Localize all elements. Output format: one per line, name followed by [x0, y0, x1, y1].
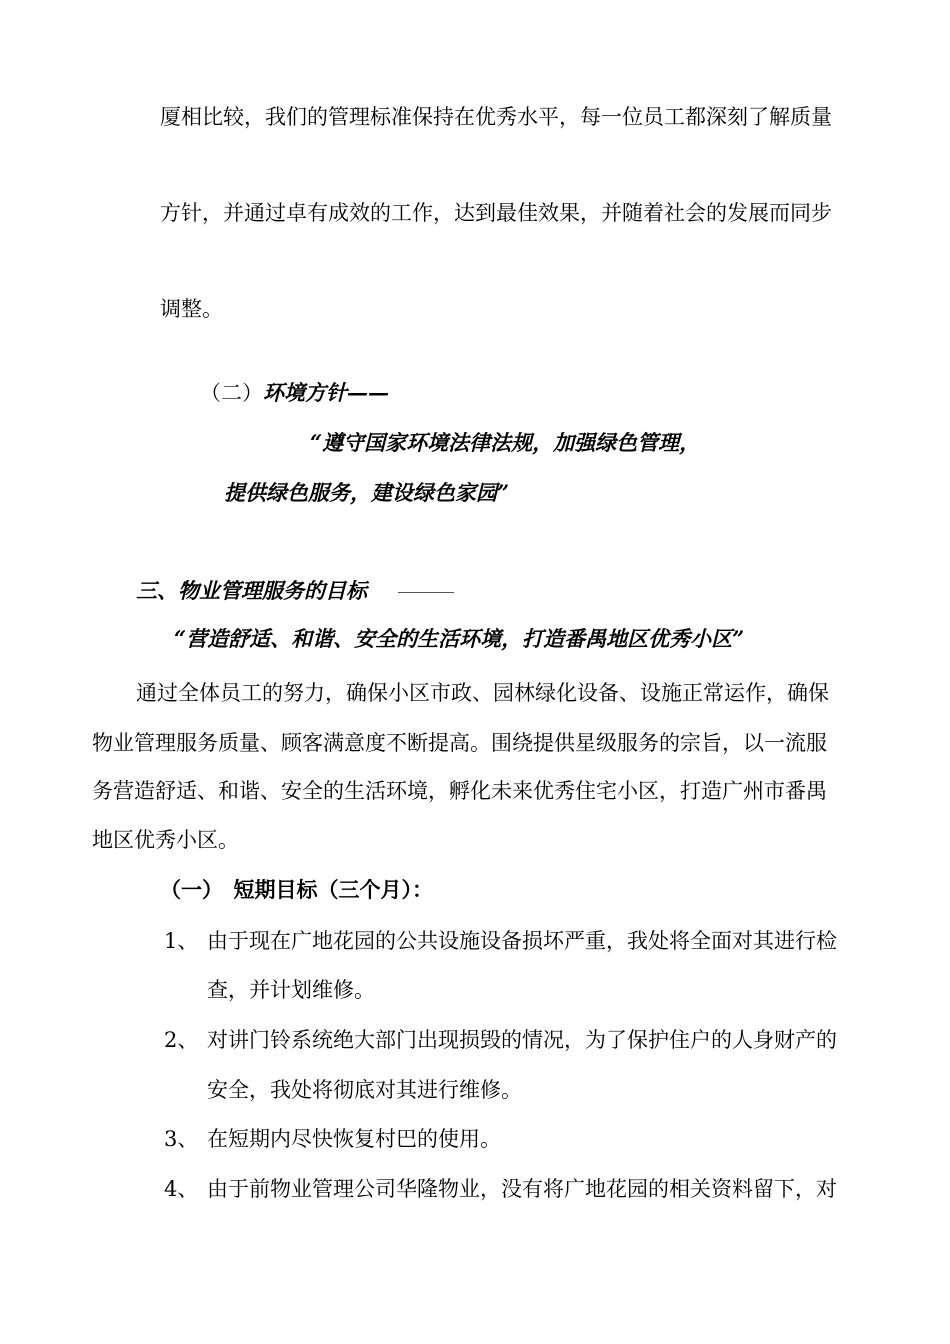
- environment-slogan-line-1: “遵守国家环境法律法规，加强绿色管理，: [310, 430, 701, 455]
- environment-heading: [200, 378, 389, 408]
- list-item-number: 4、: [164, 1177, 199, 1201]
- environment-slogan-line-2: 提供绿色服务，建设绿色家园”: [224, 480, 510, 505]
- list-item-text-continued: 安全，我处将彻底对其进行维修。: [207, 1078, 522, 1102]
- list-item-number: 3、: [164, 1127, 199, 1151]
- intro-line-3: 调整。: [160, 297, 223, 321]
- goal-slogan: “营造舒适、和谐、安全的生活环境，打造番禺地区优秀小区”: [174, 626, 745, 651]
- list-item-number: 2、: [164, 1028, 199, 1052]
- list-item-text: 由于前物业管理公司华隆物业，没有将广地花园的相关资料留下，对: [207, 1177, 837, 1201]
- intro-line-1: 厦相比较，我们的管理标准保持在优秀水平，每一位员工都深刻了解质量: [160, 105, 832, 129]
- list-item-number: 1、: [164, 929, 199, 953]
- intro-line-2: 方针，并通过卓有成效的工作，达到最佳效果，并随着社会的发展而同步: [160, 201, 832, 225]
- goal-heading-rule: [398, 592, 454, 593]
- list-item-text: 对讲门铃系统绝大部门出现损毁的情况，为了保护住户的人身财产的: [207, 1028, 837, 1052]
- list-item-text: 由于现在广地花园的公共设施设备损坏严重，我处将全面对其进行检: [207, 929, 837, 953]
- goal-paragraph-line-1: 通过全体员工的努力，确保小区市政、园林绿化设备、设施正常运作，确保: [136, 681, 829, 705]
- goal-paragraph-line-3: 务营造舒适、和谐、安全的生活环境，孵化未来优秀住宅小区，打造广州市番禺: [92, 779, 827, 803]
- environment-title: 环境方针——: [263, 380, 389, 405]
- goal-heading: 三、物业管理服务的目标: [136, 578, 367, 603]
- list-item-text: 在短期内尽快恢复村巴的使用。: [207, 1127, 501, 1151]
- goal-paragraph-line-2: 物业管理服务质量、顾客满意度不断提高。围绕提供星级服务的宗旨，以一流服: [92, 731, 827, 755]
- list-item-text-continued: 查，并计划维修。: [207, 978, 375, 1002]
- environment-prefix: （二）: [200, 381, 263, 405]
- goal-paragraph-line-4: 地区优秀小区。: [92, 828, 239, 852]
- short-term-heading: （一） 短期目标（三个月）：: [160, 877, 433, 902]
